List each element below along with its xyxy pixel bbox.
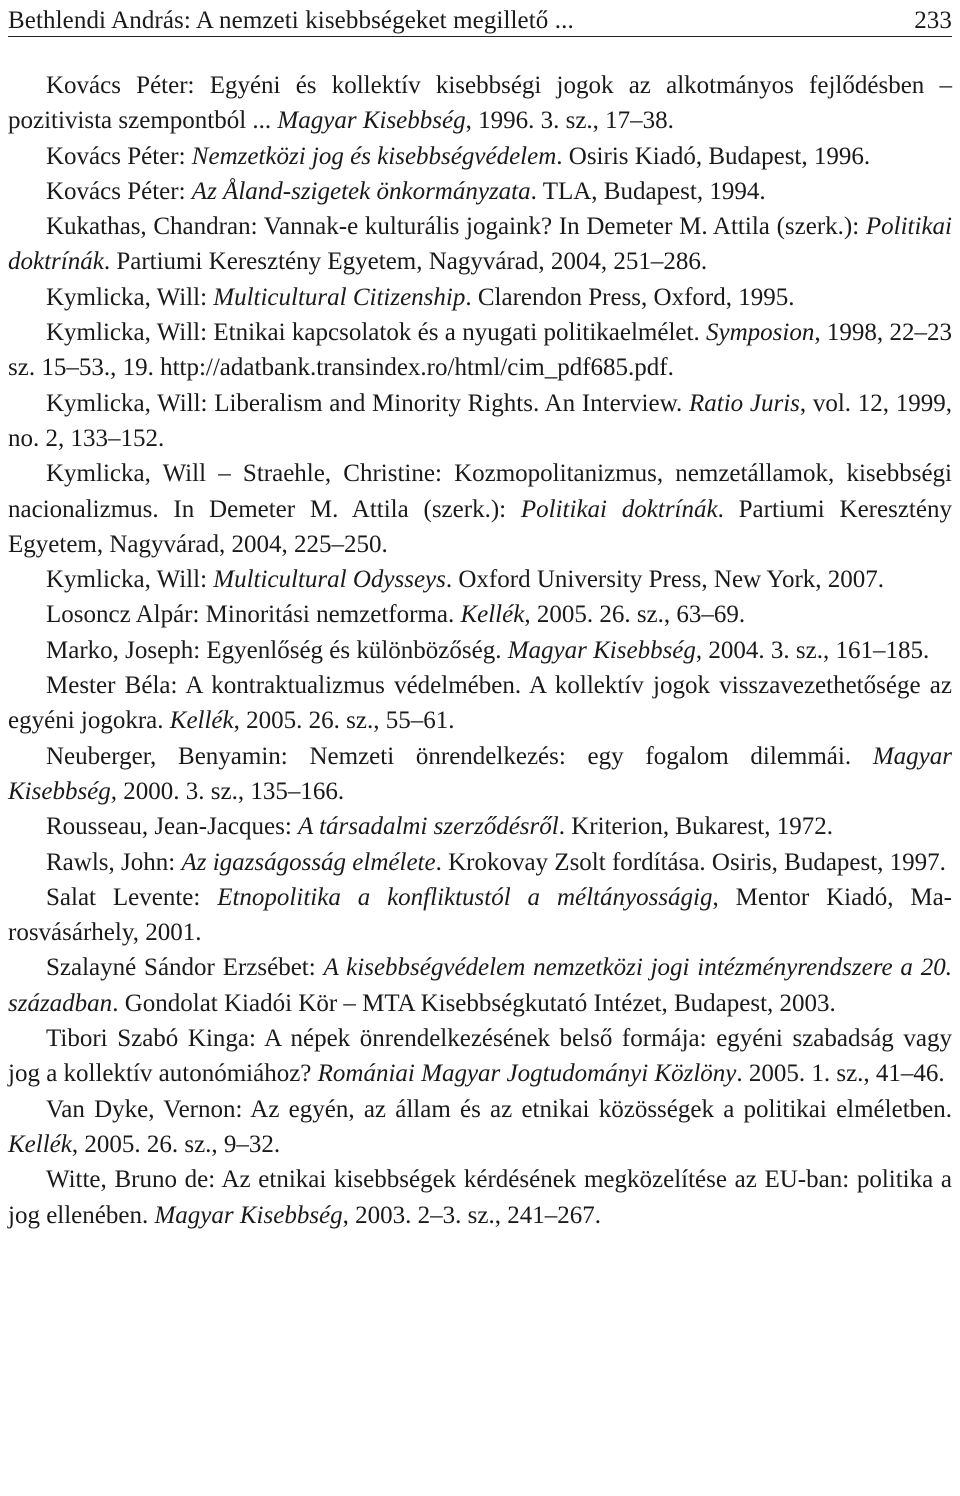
- bibliography-entry: [8, 845, 952, 880]
- bibliography-entry: [8, 562, 952, 597]
- bibliography-entry: [8, 1021, 952, 1092]
- entry-text: Kovács Péter: Egyéni és kollektív kisebbségi jogok az alkotmányos fejlődésben – pozitivista szempontból ...: [8, 72, 952, 135]
- bibliography-entry: [8, 280, 952, 315]
- entry-text: , 2005. 26. sz., 9–32.: [71, 1130, 281, 1158]
- entry-title-italic: Magyar Kisebbség: [277, 107, 466, 135]
- entry-text: . Clarendon Press, Oxford, 1995.: [465, 283, 795, 311]
- entry-text: . TLA, Budapest, 1994.: [530, 177, 766, 205]
- bibliography-entry: [8, 174, 952, 209]
- entry-title-italic: Etnopolitika a konfliktustól a méltányosságig: [217, 883, 713, 911]
- bibliography-list: [8, 68, 952, 1233]
- entry-text: Kymlicka, Will: Liberalism and Minority Rights. An Interview.: [46, 389, 689, 417]
- entry-text: , Mentor Kiadó, Marosvásárhely, 2001.: [8, 883, 952, 947]
- entry-text: , 2005. 26. sz., 55–61.: [233, 707, 455, 735]
- bibliography-entry: [8, 739, 952, 810]
- entry-text: Kymlicka, Will – Straehle, Christine: Kozmopolitanizmus, nemzetállamok, kisebbségi nacionalizmus. In Demeter M. Attila (szerk.):: [8, 460, 952, 523]
- entry-title-italic: Politikai doktrínák: [8, 213, 952, 276]
- entry-text: Marko, Joseph: Egyenlőség és különbözőség.: [46, 636, 508, 664]
- bibliography-entry: [8, 597, 952, 632]
- entry-text: . 2005. 1. sz., 41–46.: [736, 1060, 945, 1088]
- entry-text: Salat Levente:: [46, 883, 218, 911]
- bibliography-entry: [8, 633, 952, 668]
- bibliography-entry: [8, 315, 952, 386]
- entry-text: , vol. 12, 1999, no. 2, 133–152.: [8, 389, 952, 452]
- header-rule: [8, 36, 952, 37]
- entry-title-italic: Multicultural Odysseys: [213, 566, 446, 594]
- entry-text: Kukathas, Chandran: Vannak-e kulturális jogaink? In Demeter M. Attila (szerk.):: [46, 213, 866, 241]
- bibliography-entry: [8, 809, 952, 844]
- entry-text: Kymlicka, Will: Etnikai kapcsolatok és a nyugati politikaelmélet.: [46, 319, 707, 347]
- entry-text: . Krokovay Zsolt fordítása. Osiris, Budapest, 1997.: [435, 848, 946, 876]
- bibliography-entry: [8, 209, 952, 280]
- entry-title-italic: Magyar Kisebbség,: [8, 742, 952, 805]
- bibliography-entry: [8, 668, 952, 739]
- entry-text: , 2003. 2–3. sz., 241–267.: [342, 1201, 601, 1229]
- entry-text: . Osiris Kiadó, Budapest, 1996.: [556, 142, 871, 170]
- bibliography-entry: [8, 880, 952, 951]
- entry-text: . Kriterion, Bukarest, 1972.: [558, 813, 833, 841]
- entry-title-italic: Romániai Magyar Jogtudományi Közlöny: [317, 1060, 737, 1088]
- entry-text: Kovács Péter:: [46, 142, 192, 170]
- entry-title-italic: Magyar Kisebbség: [154, 1201, 343, 1229]
- entry-text: . Partiumi Keresztény Egyetem, Nagyvárad, 2004, 225–250.: [8, 495, 952, 558]
- entry-title-italic: Az igazságosság elmélete: [181, 848, 436, 876]
- page-number: 233: [914, 7, 952, 34]
- entry-title-italic: Politikai doktrínák: [520, 495, 718, 523]
- entry-title-italic: Kellék: [8, 1130, 72, 1158]
- bibliography-entry: [8, 386, 952, 457]
- entry-text: , 1996. 3. sz., 17–38.: [465, 107, 674, 135]
- entry-title-italic: Symposion: [706, 319, 815, 347]
- entry-text: Tibori Szabó Kinga: A népek önrendelkezésének belső formája: egyéni szabadság vagy jog a kollektív autonómiához?: [8, 1025, 952, 1088]
- bibliography-entry: [8, 950, 952, 1021]
- entry-text: , 2004. 3. sz., 161–185.: [695, 636, 930, 664]
- bibliography-entry: [8, 1162, 952, 1233]
- entry-text: Neuberger, Benyamin: Nemzeti önrendelkezés: egy fogalom dilemmái.: [46, 742, 873, 770]
- entry-text: . Gondolat Kiadói Kör – MTA Kisebbségkutató Intézet, Budapest, 2003.: [112, 989, 836, 1017]
- entry-text: , 1998, 22–23 sz. 15–53., 19. http://adatbank.transindex.ro/html/cim_pdf685.pdf.: [8, 319, 952, 382]
- entry-text: Kymlicka, Will:: [46, 566, 214, 594]
- running-title: Bethlendi András: A nemzeti kisebbségeket megillető ...: [8, 7, 574, 34]
- entry-text: Rousseau, Jean-Jacques:: [46, 813, 299, 841]
- entry-title-italic: Az Åland-szigetek önkormányzata: [191, 177, 531, 205]
- entry-title-italic: Ratio Juris: [688, 389, 800, 417]
- entry-text: Rawls, John:: [46, 848, 182, 876]
- entry-title-italic: A társadalmi szerződésről: [298, 813, 559, 841]
- bibliography-entry: [8, 1092, 952, 1163]
- entry-text: . Partiumi Keresztény Egyetem, Nagyvárad, 2004, 251–286.: [103, 248, 708, 276]
- entry-title-italic: Magyar Kisebbség: [507, 636, 696, 664]
- entry-text: . Oxford University Press, New York, 2007.: [445, 566, 885, 594]
- entry-text: 2000. 3. sz., 135–166.: [117, 777, 345, 805]
- entry-title-italic: Multicultural Citizenship: [213, 283, 466, 311]
- entry-text: Kymlicka, Will:: [46, 283, 214, 311]
- entry-text: Kovács Péter:: [46, 177, 192, 205]
- bibliography-entry: [8, 456, 952, 562]
- entry-title-italic: Kellék: [169, 707, 234, 735]
- bibliography-entry: [8, 139, 952, 174]
- entry-text: , 2005. 26. sz., 63–69.: [524, 601, 746, 629]
- entry-text: Losoncz Alpár: Minoritási nemzetforma.: [46, 601, 461, 629]
- entry-text: Witte, Bruno de: Az etnikai kisebbségek kérdésének megközelítése az EU-ban: politika a jog ellenében.: [8, 1166, 952, 1229]
- entry-title-italic: Nemzetközi jog és kisebbségvédelem: [191, 142, 557, 170]
- running-header: [8, 0, 952, 36]
- bibliography-entry: [8, 68, 952, 139]
- entry-text: Mester Béla: A kontraktualizmus védelmében. A kollektív jogok visszavezethetősége az egyéni jogokra.: [8, 672, 952, 735]
- entry-text: Van Dyke, Vernon: Az egyén, az állam és az etnikai közösségek a politikai elméletben.: [46, 1095, 952, 1123]
- entry-text: Szalayné Sándor Erzsébet:: [46, 954, 324, 982]
- entry-title-italic: A kisebbségvédelem nemzetközi jogi intézményrendszere a 20. században: [8, 954, 952, 1017]
- entry-title-italic: Kellék: [460, 601, 525, 629]
